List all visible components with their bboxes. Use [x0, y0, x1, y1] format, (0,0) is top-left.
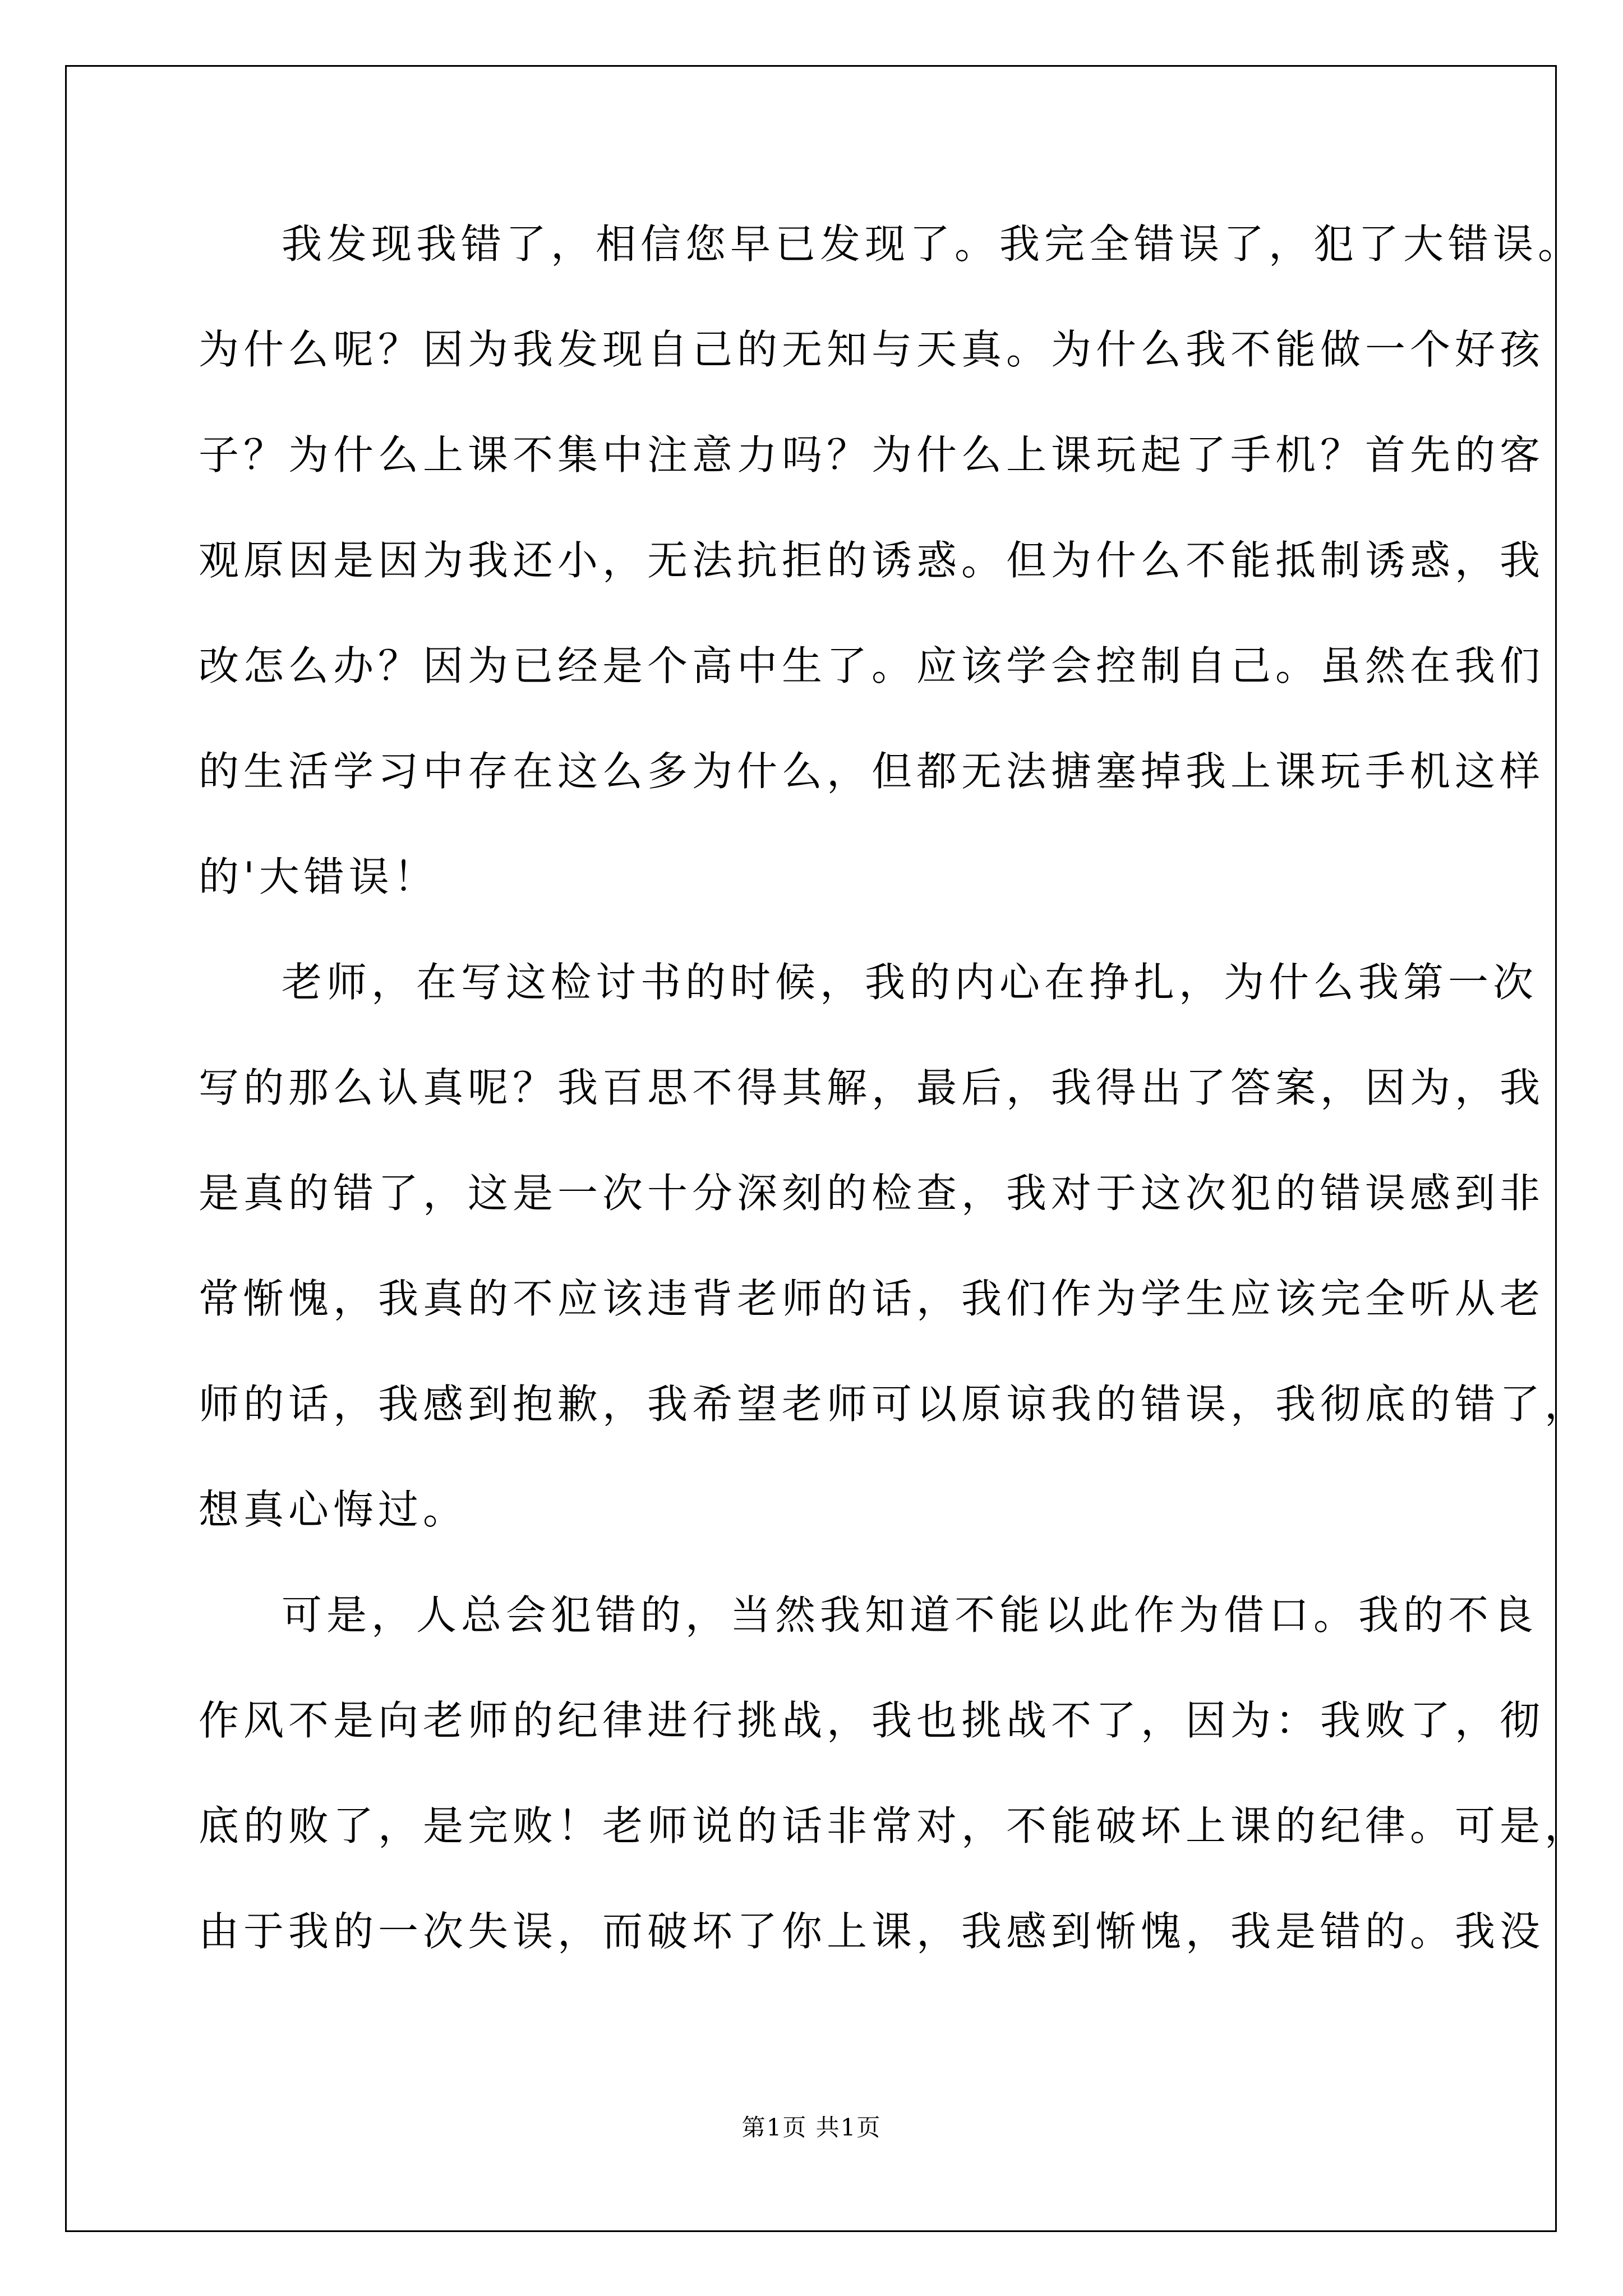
- paragraph-2-line-4: 常惭愧，我真的不应该违背老师的话，我们作为学生应该完全听从老: [199, 1275, 1545, 1322]
- paragraph-3-line-1: 可是，人总会犯错的，当然我知道不能以此作为借口。我的不良: [282, 1591, 1538, 1639]
- paragraph-1-line-3: 子？为什么上课不集中注意力吗？为什么上课玩起了手机？首先的客: [199, 431, 1545, 478]
- paragraph-3-line-2: 作风不是向老师的纪律进行挑战，我也挑战不了，因为：我败了，彻: [199, 1697, 1545, 1744]
- page-footer: 第1页 共1页: [741, 2114, 882, 2141]
- paragraph-2-line-1: 老师，在写这检讨书的时候，我的内心在挣扎，为什么我第一次: [282, 959, 1538, 1006]
- paragraph-2-line-2: 写的那么认真呢？我百思不得其解，最后，我得出了答案，因为，我: [199, 1064, 1545, 1111]
- paragraph-1-line-7: 的'大错误！: [199, 853, 439, 900]
- paragraph-2-line-6: 想真心悔过。: [199, 1486, 468, 1533]
- paragraph-3-line-3: 底的败了，是完败！老师说的话非常对，不能破坏上课的纪律。可是，: [199, 1802, 1590, 1849]
- paragraph-3-line-4: 由于我的一次失误，而破坏了你上课，我感到惭愧，我是错的。我没: [199, 1908, 1545, 1955]
- paragraph-2-line-3: 是真的错了，这是一次十分深刻的检查，我对于这次犯的错误感到非: [199, 1170, 1545, 1217]
- paragraph-2-line-5: 师的话，我感到抱歉，我希望老师可以原谅我的错误，我彻底的错了，: [199, 1381, 1590, 1428]
- document-body: [199, 213, 1590, 2006]
- paragraph-1-line-1: 我发现我错了，相信您早已发现了。我完全错误了，犯了大错误。: [282, 220, 1583, 268]
- paragraph-1-line-4: 观原因是因为我还小，无法抗拒的诱惑。但为什么不能抵制诱惑，我: [199, 537, 1545, 584]
- paragraph-1-line-5: 改怎么办？因为已经是个高中生了。应该学会控制自己。虽然在我们: [199, 642, 1545, 689]
- paragraph-1-line-6: 的生活学习中存在这么多为什么，但都无法搪塞掉我上课玩手机这样: [199, 748, 1545, 795]
- paragraph-1-line-2: 为什么呢？因为我发现自己的无知与天真。为什么我不能做一个好孩: [199, 326, 1545, 373]
